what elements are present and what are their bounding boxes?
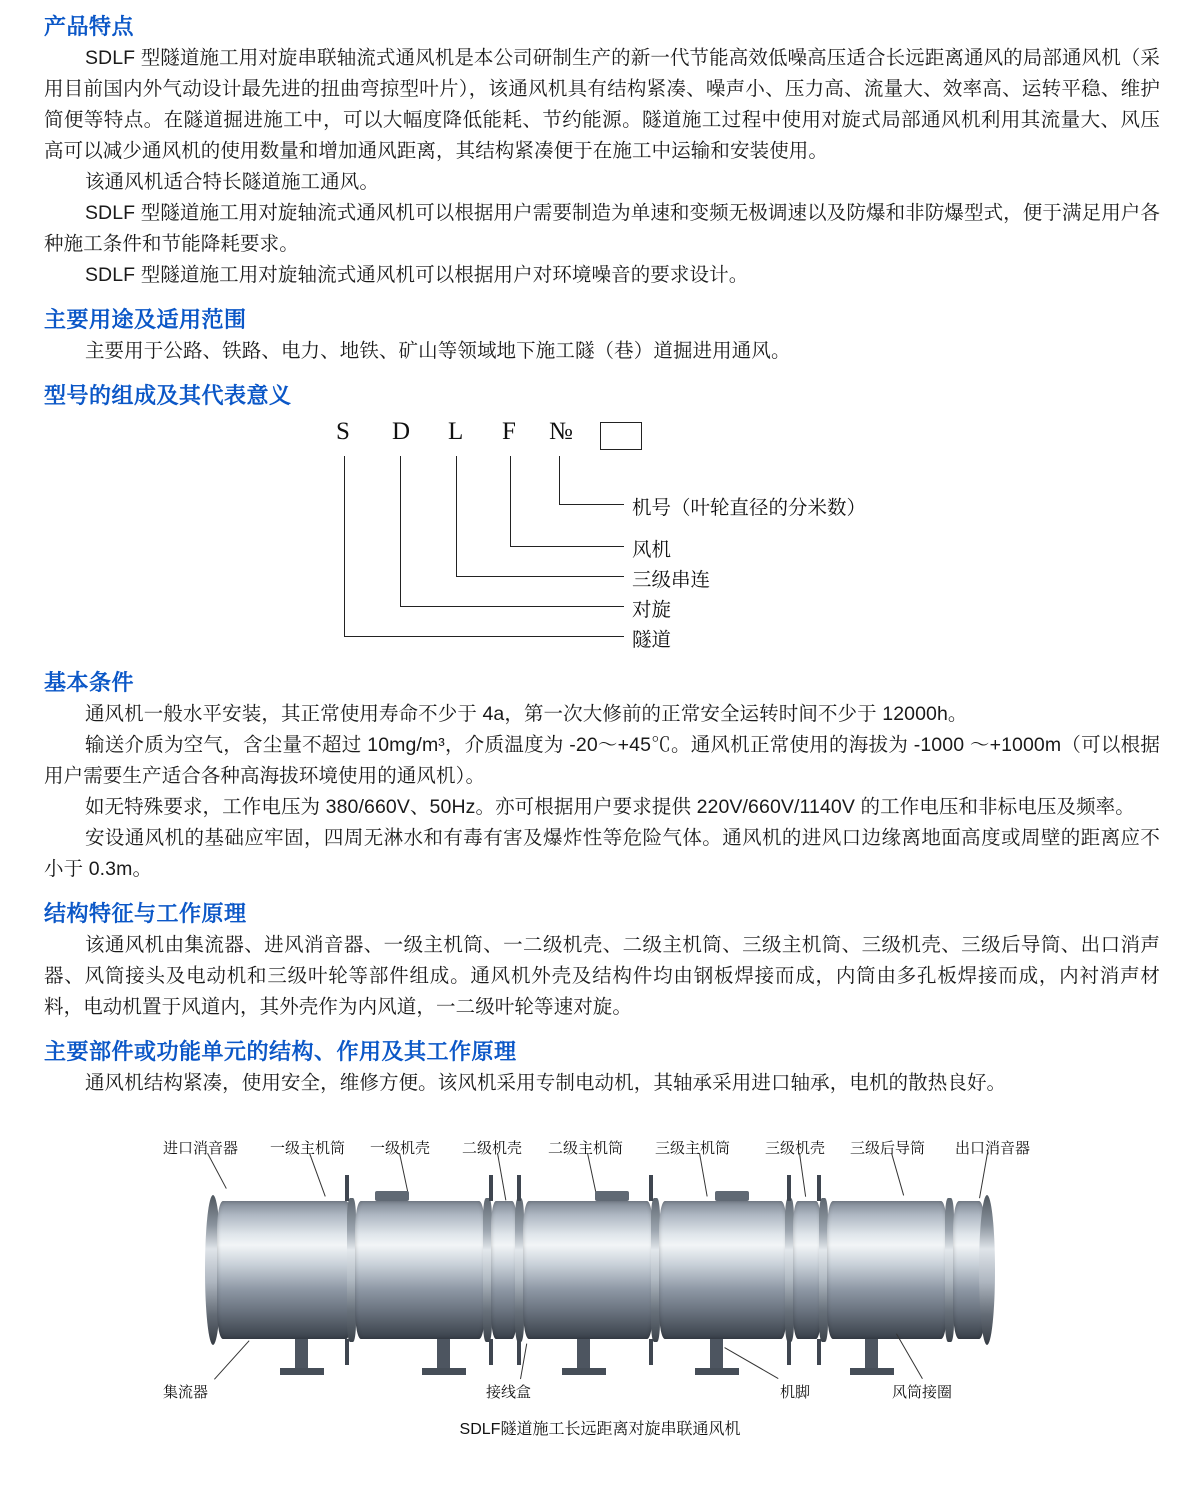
product-figure xyxy=(0,1113,1200,1443)
fan-stud-b1 xyxy=(345,1339,349,1365)
figure-leader-b4 xyxy=(896,1333,923,1379)
fan-stud-4 xyxy=(649,1175,653,1201)
section-title-basic: 基本条件 xyxy=(44,670,135,695)
model-run-no xyxy=(559,504,624,505)
fan-outlet-cap xyxy=(979,1195,995,1345)
model-label-impeller-number: 机号（叶轮直径的分米数） xyxy=(632,497,867,519)
model-label-tunnel: 隧道 xyxy=(632,629,672,651)
fan-foot-4 xyxy=(710,1339,723,1369)
fan-foot-base-3 xyxy=(562,1368,606,1375)
model-label-counter-rotating: 对旋 xyxy=(632,599,672,621)
model-run-f xyxy=(510,546,624,547)
section-title-features: 产品特点 xyxy=(44,14,135,39)
model-code-diagram xyxy=(44,416,1160,664)
fan-stud-1 xyxy=(345,1175,349,1201)
model-letter-f: F xyxy=(502,418,516,445)
structure-paragraph-1: 该通风机由集流器、进风消音器、一级主机筒、一二级机壳、二级主机筒、三级主机筒、三级机壳、三级后导筒、出口消声器、风筒接头及电动机和三级叶轮等部件组成。通风机外壳及结构件均由钢板焊接而成，内筒由多孔板焊接而成，内衬消声材料，电动机置于风道内，其外壳作为内风道，一二级叶轮等速对旋。 xyxy=(44,934,1160,1018)
model-leader-f xyxy=(510,456,511,546)
fan-stud-b2 xyxy=(489,1339,493,1365)
section-title-usage: 主要用途及适用范围 xyxy=(44,307,247,332)
fan-foot-base-1 xyxy=(280,1368,324,1375)
model-run-s xyxy=(344,636,624,637)
usage-paragraph-1: 主要用于公路、铁路、电力、地铁、矿山等领域地下施工隧（巷）道掘进用通风。 xyxy=(84,340,791,362)
components-paragraph-1: 通风机结构紧凑，使用安全，维修方便。该风机采用专制电动机，其轴承采用进口轴承，电机的散热良好。 xyxy=(84,1072,1007,1094)
figure-label-outlet-silencer: 出口消音器 xyxy=(955,1140,1031,1157)
figure-label-collector: 集流器 xyxy=(163,1384,209,1401)
features-paragraph-3: SDLF 型隧道施工用对旋轴流式通风机可以根据用户需要制造为单速和变频无极调速以及防爆和非防爆型式，便于满足用户各种施工条件和节能降耗要求。 xyxy=(44,202,1160,255)
figure-leader-7 xyxy=(799,1153,806,1197)
section-model xyxy=(44,379,1160,664)
section-features xyxy=(44,10,1160,291)
features-paragraph-4: SDLF 型隧道施工用对旋轴流式通风机可以根据用户对环境噪音的要求设计。 xyxy=(84,264,749,286)
model-letter-number-sign: № xyxy=(549,418,573,445)
figure-leader-b2 xyxy=(520,1344,527,1380)
figure-leader-5 xyxy=(587,1153,597,1196)
model-letter-s: S xyxy=(336,418,350,445)
figure-label-stage1-casing: 一级机壳 xyxy=(370,1140,431,1157)
fan-junction-box-top-3 xyxy=(715,1191,749,1201)
section-basic-conditions xyxy=(44,666,1160,885)
fan-junction-box-top-1 xyxy=(375,1191,409,1201)
figure-label-stage3-casing: 三级机壳 xyxy=(765,1140,826,1157)
section-title-components: 主要部件或功能单元的结构、作用及其工作原理 xyxy=(44,1039,517,1064)
section-structure xyxy=(44,897,1160,1023)
fan-segment-casing-1-2 xyxy=(491,1201,517,1339)
section-usage xyxy=(44,303,1160,367)
figure-label-inlet-silencer: 进口消音器 xyxy=(163,1140,239,1157)
figure-leader-6 xyxy=(699,1153,708,1197)
fan-foot-base-5 xyxy=(850,1368,894,1375)
fan-stud-5 xyxy=(787,1175,791,1201)
section-title-structure: 结构特征与工作原理 xyxy=(44,901,247,926)
figure-leader-1 xyxy=(207,1153,227,1189)
fan-stud-2 xyxy=(489,1175,493,1201)
model-letter-d: D xyxy=(392,418,411,445)
fan-foot-5 xyxy=(865,1339,878,1369)
fan-foot-base-2 xyxy=(422,1368,466,1375)
model-leader-l xyxy=(456,456,457,576)
figure-leader-3 xyxy=(399,1153,409,1194)
fan-foot-3 xyxy=(577,1339,590,1369)
fan-stud-b5 xyxy=(787,1339,791,1365)
section-components xyxy=(44,1035,1160,1099)
fan-stud-b3 xyxy=(517,1339,521,1365)
figure-label-stage3-main-barrel: 三级主机筒 xyxy=(655,1140,731,1157)
fan-stud-b4 xyxy=(649,1339,653,1365)
basic-paragraph-2: 输送介质为空气，含尘量不超过 10mg/m³，介质温度为 -20～+45℃。通风机正常使用的海拔为 -1000 ～+1000m（可以根据用户需要生产适合各种高海拔环境使用的通风机）。 xyxy=(44,734,1160,787)
model-run-d xyxy=(400,606,624,607)
fan-segment-stage1 xyxy=(355,1201,485,1339)
figure-label-stage3-rear-barrel: 三级后导筒 xyxy=(850,1140,926,1157)
figure-label-machine-feet: 机脚 xyxy=(780,1384,811,1401)
fan-stud-b6 xyxy=(817,1339,821,1365)
model-label-three-stage-series: 三级串连 xyxy=(632,569,711,591)
fan-assembly-illustration xyxy=(205,1201,995,1339)
model-run-l xyxy=(456,576,624,577)
basic-paragraph-1: 通风机一般水平安装，其正常使用寿命不少于 4a，第一次大修前的正常安全运转时间不少于 12000h。 xyxy=(84,703,968,725)
model-leader-no xyxy=(559,456,560,504)
fan-segment-stage3-casing xyxy=(793,1201,821,1339)
figure-label-junction-box: 接线盒 xyxy=(486,1384,532,1401)
figure-leader-2 xyxy=(309,1153,326,1197)
basic-paragraph-3: 如无特殊要求，工作电压为 380/660V、50Hz。亦可根据用户要求提供 220V/660V/1140V 的工作电压和非标电压及频率。 xyxy=(84,796,1135,818)
model-leader-d xyxy=(400,456,401,606)
figure-leader-4 xyxy=(497,1153,506,1200)
basic-paragraph-4: 安设通风机的基础应牢固，四周无淋水和有毒有害及爆炸性等危险气体。通风机的进风口边缘离地面高度或周壁的距离应不小于 0.3m。 xyxy=(44,827,1160,880)
fan-foot-base-4 xyxy=(695,1368,739,1375)
fan-junction-box-top-2 xyxy=(595,1191,629,1201)
model-letter-l: L xyxy=(448,418,464,445)
model-label-fan: 风机 xyxy=(632,539,672,561)
section-title-model: 型号的组成及其代表意义 xyxy=(44,383,292,408)
fan-foot-1 xyxy=(295,1339,308,1369)
fan-segment-stage2 xyxy=(523,1201,653,1339)
figure-label-stage2-casing: 二级机壳 xyxy=(462,1140,523,1157)
figure-caption: SDLF隧道施工长远距离对旋串联通风机 xyxy=(459,1421,741,1438)
model-leader-s xyxy=(344,456,345,636)
fan-stud-6 xyxy=(817,1175,821,1201)
fan-stud-3 xyxy=(517,1175,521,1201)
features-paragraph-1: SDLF 型隧道施工用对旋串联轴流式通风机是本公司研制生产的新一代节能高效低噪高压适合长远距离通风的局部通风机（采用目前国内外气动设计最先进的扭曲弯掠型叶片），该通风机具有结构紧凑、噪声小、压力高、流量大、效率高、运转平稳、维护简便等特点。在隧道掘进施工中，可以大幅度降低能耗、节约能源。隧道施工过程中使用对旋式局部通风机利用其流量大、风压高可以减少通风机的使用数量和增加通风距离，其结构紧凑便于在施工中运输和安装使用。 xyxy=(44,47,1160,162)
fan-segment-inlet-silencer xyxy=(217,1201,352,1339)
figure-label-stage2-main-barrel: 二级主机筒 xyxy=(548,1140,624,1157)
fan-segment-stage3 xyxy=(659,1201,787,1339)
figure-label-duct-ring: 风筒接圈 xyxy=(892,1384,953,1401)
figure-leader-b1 xyxy=(214,1340,250,1379)
features-paragraph-2: 该通风机适合特长隧道施工通风。 xyxy=(84,171,379,193)
model-number-box xyxy=(600,422,642,450)
figure-leader-8 xyxy=(891,1153,904,1196)
fan-foot-2 xyxy=(437,1339,450,1369)
fan-segment-rear-barrel xyxy=(827,1201,947,1339)
figure-leader-9 xyxy=(979,1153,988,1198)
figure-label-stage1-main-barrel: 一级主机筒 xyxy=(270,1140,346,1157)
